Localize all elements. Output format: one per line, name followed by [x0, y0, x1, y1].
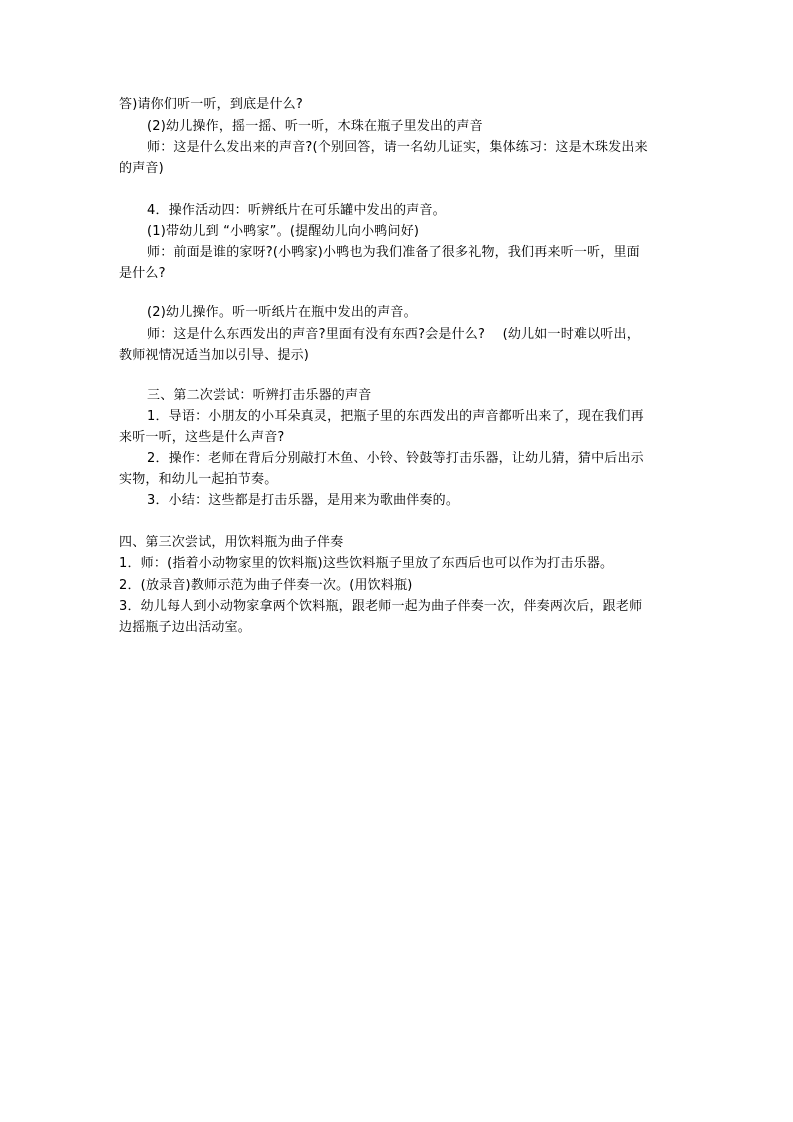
text-line: 1．师：(指着小动物家里的饮料瓶)这些饮料瓶子里放了东西后也可以作为打击乐器。 [119, 556, 614, 571]
text-line: 3．小结：这些都是打击乐器，是用来为歌曲伴奏的。 [147, 493, 460, 508]
text-line: 答)请你们听一听，到底是什么? [119, 97, 303, 112]
text-line: 2．操作：老师在背后分别敲打木鱼、小铃、铃鼓等打击乐器，让幼儿猜，猜中后出示 [147, 451, 644, 466]
section-heading: 三、第二次尝试：听辨打击乐器的声音 [147, 388, 372, 403]
text-line: (1)带幼儿到 “小鸭家”。(提醒幼儿向小鸭问好) [147, 224, 420, 239]
text-line: 是什么? [119, 266, 166, 281]
text-line: 的声音) [119, 161, 164, 176]
section-heading: 四、第三次尝试，用饮料瓶为曲子伴奏 [119, 535, 344, 550]
text-line: 师：这是什么东西发出的声音?里面有没有东西?会是什么? (幼儿如一时难以听出， [147, 327, 640, 342]
text-line: (2)幼儿操作，摇一摇、听一听，木珠在瓶子里发出的声音 [147, 119, 483, 134]
text-line: 4．操作活动四：听辨纸片在可乐罐中发出的声音。 [147, 203, 446, 218]
text-line: 实物，和幼儿一起拍节奏。 [119, 472, 278, 487]
text-line: 师：这是什么发出来的声音?(个别回答，请一名幼儿证实，集体练习：这是木珠发出来 [147, 140, 648, 155]
text-line: 边摇瓶子边出活动室。 [119, 620, 252, 635]
text-line: (2)幼儿操作。听一听纸片在瓶中发出的声音。 [147, 305, 417, 320]
text-line: 3．幼儿每人到小动物家拿两个饮料瓶，跟老师一起为曲子伴奏一次，伴奏两次后，跟老师 [119, 599, 643, 614]
text-line: 来听一听，这些是什么声音? [119, 430, 285, 445]
text-line: 2．(放录音)教师示范为曲子伴奏一次。(用饮料瓶) [119, 578, 413, 593]
text-line: 教师视情况适当加以引导、提示) [119, 348, 310, 363]
text-line: 师：前面是谁的家呀?(小鸭家)小鸭也为我们准备了很多礼物，我们再来听一听，里面 [147, 245, 640, 260]
text-line: 1．导语：小朋友的小耳朵真灵，把瓶子里的东西发出的声音都听出来了，现在我们再 [147, 409, 644, 424]
